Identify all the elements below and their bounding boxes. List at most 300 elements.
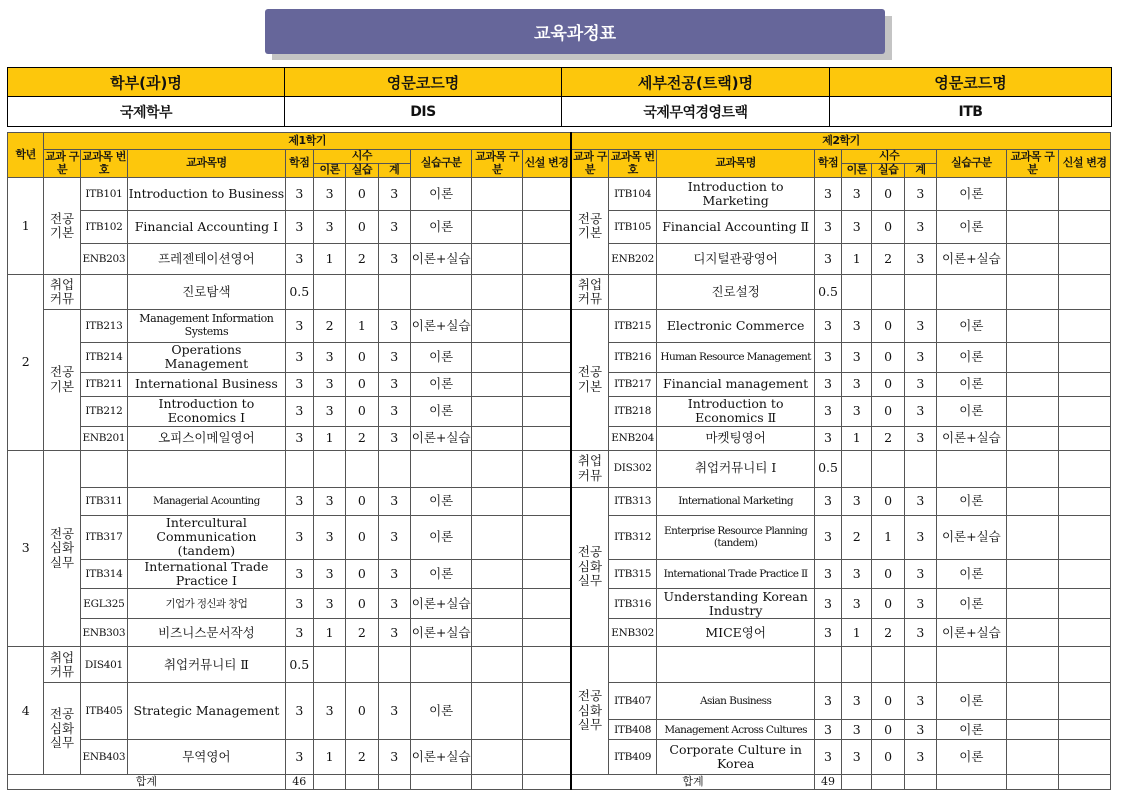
credit-cell: 3 (285, 211, 313, 244)
practice-cell: 1 (346, 310, 378, 343)
theory-cell: 3 (313, 396, 345, 426)
change-cell (1059, 683, 1111, 720)
theory-cell: 3 (842, 740, 872, 775)
type-cell (937, 275, 1007, 310)
course-code: ITB407 (608, 683, 656, 720)
credit-cell: 3 (285, 683, 313, 740)
type-cell: 이론 (410, 372, 472, 396)
course-div-cell (1006, 450, 1059, 487)
year-header: 학년 (8, 133, 44, 178)
change-cell (522, 647, 571, 683)
category-cell: 전공 기본 (44, 178, 80, 275)
credit-cell: 3 (814, 720, 841, 740)
table-row (8, 450, 1111, 487)
empty-cell (842, 775, 872, 790)
dept-code: DIS (285, 97, 562, 127)
course-code: ENB201 (80, 426, 127, 450)
course-name: 진로탐색 (128, 275, 286, 310)
change-cell (1059, 589, 1111, 619)
total-cell: 3 (904, 619, 936, 647)
total-cell: 3 (904, 589, 936, 619)
empty-cell (378, 775, 410, 790)
change-cell (1059, 559, 1111, 589)
theory-cell: 1 (313, 426, 345, 450)
course-name: Financial Accounting Ⅱ (657, 211, 815, 244)
course-div-cell (472, 310, 522, 343)
empty-cell (872, 775, 904, 790)
course-div-cell (1006, 683, 1059, 720)
course-code: ENB202 (608, 244, 656, 275)
practice-cell: 2 (872, 244, 904, 275)
type-cell: 이론 (937, 487, 1007, 515)
theory-cell (313, 275, 345, 310)
course-code: ITB211 (80, 372, 127, 396)
course-code: ITB408 (608, 720, 656, 740)
empty-cell (80, 450, 127, 487)
credit-cell: 3 (285, 619, 313, 647)
empty-cell (285, 450, 313, 487)
course-name: Financial management (657, 372, 815, 396)
course-div-cell (472, 740, 522, 775)
type-cell: 이론 (410, 343, 472, 373)
total-cell: 3 (904, 720, 936, 740)
practice-cell: 0 (346, 683, 378, 740)
category-cell: 전공 기본 (44, 310, 80, 451)
course-code: DIS302 (608, 450, 656, 487)
total-cell: 3 (904, 244, 936, 275)
empty-cell (346, 450, 378, 487)
course-name: Enterprise Resource Planning (tandem) (657, 515, 815, 559)
course-code (608, 275, 656, 310)
type-cell: 이론+실습 (937, 515, 1007, 559)
theory-cell: 2 (842, 515, 872, 559)
course-code: ITB311 (80, 487, 127, 515)
course-name: 취업커뮤니티 Ⅱ (128, 647, 286, 683)
change-cell (1059, 372, 1111, 396)
theory-cell: 3 (842, 343, 872, 373)
practice-cell (872, 275, 904, 310)
course-div-cell (472, 372, 522, 396)
table-row (8, 178, 1111, 211)
change-cell (1059, 740, 1111, 775)
change-cell (522, 740, 571, 775)
table-row (8, 396, 1111, 426)
theory-cell: 3 (842, 396, 872, 426)
practice-cell: 0 (346, 396, 378, 426)
course-div-cell (1006, 720, 1059, 740)
type-cell: 이론 (937, 211, 1007, 244)
curriculum-table (7, 132, 1111, 790)
credit-cell: 3 (285, 372, 313, 396)
year-cell: 3 (8, 450, 44, 647)
total-cell: 3 (378, 559, 410, 589)
course-name: MICE영어 (657, 619, 815, 647)
credit-cell: 3 (814, 683, 841, 720)
table-row (8, 559, 1111, 589)
course-code: ITB217 (608, 372, 656, 396)
page-title: 교육과정표 (265, 9, 885, 54)
year-cell: 2 (8, 275, 44, 451)
credit-header: 학점 (285, 150, 313, 178)
course-name: Introduction to Business (128, 178, 286, 211)
practice-cell: 0 (872, 589, 904, 619)
type-cell: 이론 (937, 683, 1007, 720)
practice-cell: 0 (872, 343, 904, 373)
type-cell: 이론+실습 (410, 619, 472, 647)
practice-cell: 0 (346, 178, 378, 211)
change-cell (1059, 178, 1111, 211)
course-code: ITB315 (608, 559, 656, 589)
practice-cell: 0 (346, 559, 378, 589)
semester1-header: 제1학기 (44, 133, 571, 150)
theory-cell: 3 (313, 515, 345, 559)
course-code: ENB204 (608, 426, 656, 450)
credit-cell: 3 (285, 396, 313, 426)
empty-cell (608, 647, 656, 683)
category-cell: 전공 심화 실무 (571, 647, 608, 775)
course-div-cell (1006, 275, 1059, 310)
course-name: International Business (128, 372, 286, 396)
course-name: Management Across Cultures (657, 720, 815, 740)
change-cell (1059, 720, 1111, 740)
practice-cell: 0 (346, 487, 378, 515)
course-div-cell (1006, 589, 1059, 619)
empty-cell (904, 775, 936, 790)
track-name-header: 세부전공(트랙)명 (562, 68, 830, 97)
table-row (8, 683, 1111, 720)
type-cell: 이론 (410, 211, 472, 244)
credit-cell: 3 (814, 310, 841, 343)
theory-cell: 3 (313, 559, 345, 589)
practice-cell: 0 (872, 720, 904, 740)
course-div-cell (1006, 396, 1059, 426)
total-cell: 3 (378, 487, 410, 515)
course-code: ITB216 (608, 343, 656, 373)
year-cell: 1 (8, 178, 44, 275)
change-header: 신설 변경 (1059, 150, 1111, 178)
total-cell: 3 (904, 178, 936, 211)
credit-cell: 3 (814, 426, 841, 450)
table-row (8, 244, 1111, 275)
type-cell: 이론 (937, 396, 1007, 426)
total-cell: 3 (378, 426, 410, 450)
total-cell: 3 (378, 372, 410, 396)
type-header: 실습구분 (410, 150, 472, 178)
table-row (8, 426, 1111, 450)
empty-cell (1059, 775, 1111, 790)
change-cell (522, 683, 571, 740)
theory-cell: 1 (842, 619, 872, 647)
table-row (8, 275, 1111, 310)
credit-cell: 3 (285, 515, 313, 559)
total-header: 계 (378, 164, 410, 178)
total-cell: 3 (378, 343, 410, 373)
change-cell (1059, 619, 1111, 647)
type-cell: 이론 (937, 589, 1007, 619)
name-header: 교과목명 (128, 150, 286, 178)
theory-cell: 1 (313, 619, 345, 647)
credit-cell: 3 (814, 619, 841, 647)
practice-cell: 0 (872, 310, 904, 343)
course-code: EGL325 (80, 589, 127, 619)
total-cell: 3 (378, 396, 410, 426)
category-cell: 전공 심화 실무 (571, 487, 608, 647)
course-div-cell (472, 487, 522, 515)
change-cell (1059, 211, 1111, 244)
category-cell: 전공 심화 실무 (44, 683, 80, 775)
type-cell: 이론 (410, 178, 472, 211)
type-cell: 이론 (937, 559, 1007, 589)
category-cell: 취업 커뮤 (44, 647, 80, 683)
category-cell: 취업 커뮤 (571, 450, 608, 487)
empty-cell (872, 647, 904, 683)
course-div-cell (1006, 487, 1059, 515)
empty-cell (410, 450, 472, 487)
empty-cell (472, 775, 522, 790)
change-cell (522, 589, 571, 619)
code-header: 교과목 번호 (81, 149, 126, 176)
total-cell: 3 (378, 619, 410, 647)
empty-cell (937, 647, 1007, 683)
type-cell: 이론 (937, 343, 1007, 373)
course-div-cell (1006, 559, 1059, 589)
practice-cell: 0 (872, 396, 904, 426)
type-cell (410, 275, 472, 310)
course-name: Asian Business (657, 683, 815, 720)
course-name: Management Information Systems (128, 310, 286, 343)
course-name: Electronic Commerce (657, 310, 815, 343)
course-div-cell (1006, 372, 1059, 396)
track-name: 국제무역경영트랙 (562, 97, 830, 127)
course-div-cell (1006, 244, 1059, 275)
change-cell (522, 426, 571, 450)
department-info-table (7, 67, 1112, 127)
theory-cell: 3 (313, 343, 345, 373)
course-code: ITB212 (80, 396, 127, 426)
course-div-cell (472, 244, 522, 275)
hours-header: 시수 (842, 150, 937, 164)
credit-cell: 3 (285, 589, 313, 619)
theory-cell: 3 (313, 683, 345, 740)
theory-cell: 3 (313, 589, 345, 619)
theory-cell: 3 (313, 487, 345, 515)
total-cell: 3 (904, 396, 936, 426)
total-cell: 3 (904, 559, 936, 589)
dept-name: 국제학부 (8, 97, 285, 127)
practice-cell: 0 (872, 683, 904, 720)
practice-cell: 0 (346, 211, 378, 244)
credit-cell: 3 (814, 211, 841, 244)
practice-cell: 2 (346, 244, 378, 275)
track-code: ITB (830, 97, 1112, 127)
practice-cell: 0 (872, 487, 904, 515)
theory-cell: 3 (313, 372, 345, 396)
table-row (8, 619, 1111, 647)
total-cell: 3 (378, 740, 410, 775)
course-div-cell (1006, 310, 1059, 343)
change-cell (522, 310, 571, 343)
course-code: ENB302 (608, 619, 656, 647)
change-header: 신설 변경 (522, 150, 571, 178)
table-row (8, 589, 1111, 619)
course-code (80, 275, 127, 310)
course-div-cell (472, 426, 522, 450)
course-name: Introduction to Economics Ⅰ (128, 396, 286, 426)
change-cell (1059, 450, 1111, 487)
course-code: ITB405 (80, 683, 127, 740)
theory-header: 이론 (842, 164, 872, 178)
practice-cell: 0 (872, 178, 904, 211)
course-name: Introduction to Marketing (657, 178, 815, 211)
course-div-header: 교과목 구분 (472, 150, 522, 178)
total-cell (378, 647, 410, 683)
practice-header: 실습 (346, 164, 378, 178)
track-code-header: 영문코드명 (830, 68, 1112, 97)
change-cell (1059, 396, 1111, 426)
course-div-cell (472, 178, 522, 211)
course-div-cell (472, 211, 522, 244)
type-cell: 이론 (937, 372, 1007, 396)
course-code: ENB203 (80, 244, 127, 275)
course-div-cell (472, 343, 522, 373)
course-div-cell (472, 559, 522, 589)
course-code: ITB214 (80, 343, 127, 373)
practice-cell: 0 (872, 740, 904, 775)
empty-cell (522, 775, 571, 790)
theory-cell: 3 (842, 559, 872, 589)
type-cell: 이론 (410, 559, 472, 589)
type-cell: 이론 (937, 720, 1007, 740)
course-div-cell (472, 619, 522, 647)
credit-cell: 3 (285, 487, 313, 515)
total-label: 합계 (8, 775, 286, 790)
table-row (8, 310, 1111, 343)
empty-cell (313, 775, 345, 790)
empty-cell (128, 450, 286, 487)
theory-cell: 3 (842, 372, 872, 396)
practice-cell (346, 275, 378, 310)
theory-cell: 3 (842, 211, 872, 244)
total-credit: 46 (285, 775, 313, 790)
credit-cell: 0.5 (285, 275, 313, 310)
course-div-header: 교과목 구분 (1006, 150, 1059, 178)
course-name: Human Resource Management (657, 343, 815, 373)
course-code: ITB313 (608, 487, 656, 515)
credit-cell: 0.5 (814, 450, 841, 487)
theory-cell (842, 450, 872, 487)
course-div-cell (472, 647, 522, 683)
change-cell (1059, 244, 1111, 275)
dept-name-header: 학부(과)명 (8, 68, 285, 97)
empty-cell (472, 450, 522, 487)
theory-cell: 2 (313, 310, 345, 343)
practice-cell: 2 (346, 619, 378, 647)
table-row (8, 515, 1111, 559)
credit-cell: 3 (814, 244, 841, 275)
course-name: Managerial Acounting (128, 487, 286, 515)
credit-cell: 3 (814, 740, 841, 775)
empty-cell (657, 647, 815, 683)
table-row (8, 740, 1111, 775)
practice-cell: 0 (346, 372, 378, 396)
course-div-cell (1006, 740, 1059, 775)
total-cell: 3 (904, 487, 936, 515)
type-cell: 이론 (410, 683, 472, 740)
empty-cell (1059, 647, 1111, 683)
course-name: 진로설정 (657, 275, 815, 310)
empty-cell (378, 450, 410, 487)
total-cell (904, 450, 936, 487)
empty-cell (904, 647, 936, 683)
change-cell (522, 396, 571, 426)
practice-cell: 2 (346, 426, 378, 450)
practice-cell: 0 (346, 515, 378, 559)
total-header: 계 (904, 164, 936, 178)
theory-cell: 3 (842, 178, 872, 211)
empty-cell (937, 775, 1007, 790)
change-cell (1059, 343, 1111, 373)
category-cell: 전공 심화 실무 (44, 450, 80, 647)
year-cell: 4 (8, 647, 44, 775)
total-cell: 3 (378, 683, 410, 740)
theory-cell: 3 (313, 178, 345, 211)
practice-cell: 0 (872, 372, 904, 396)
credit-cell: 0.5 (285, 647, 313, 683)
credit-cell: 3 (814, 515, 841, 559)
type-cell: 이론+실습 (410, 740, 472, 775)
total-cell: 3 (904, 515, 936, 559)
empty-cell (522, 450, 571, 487)
table-row (8, 372, 1111, 396)
course-div-cell (472, 589, 522, 619)
theory-cell: 1 (842, 426, 872, 450)
empty-cell (410, 775, 472, 790)
type-cell: 이론+실습 (410, 310, 472, 343)
empty-cell (842, 647, 872, 683)
change-cell (522, 515, 571, 559)
course-name: 오피스이메일영어 (128, 426, 286, 450)
course-code: ITB215 (608, 310, 656, 343)
credit-cell: 3 (814, 372, 841, 396)
course-name: Operations Management (128, 343, 286, 373)
credit-cell: 3 (814, 178, 841, 211)
course-div-cell (1006, 426, 1059, 450)
name-header: 교과목명 (657, 150, 815, 178)
category-cell: 취업 커뮤 (44, 275, 80, 310)
theory-cell: 3 (842, 683, 872, 720)
table-row (8, 487, 1111, 515)
practice-cell: 2 (346, 740, 378, 775)
empty-cell (1006, 775, 1059, 790)
credit-header: 학점 (814, 150, 841, 178)
course-code: ITB101 (80, 178, 127, 211)
course-div-cell (1006, 619, 1059, 647)
total-cell: 3 (378, 310, 410, 343)
table-row (8, 343, 1111, 373)
course-code: ITB314 (80, 559, 127, 589)
credit-cell: 3 (814, 559, 841, 589)
course-code: ITB213 (80, 310, 127, 343)
practice-cell: 0 (872, 559, 904, 589)
category-cell: 취업 커뮤 (571, 275, 608, 310)
course-code: ITB312 (608, 515, 656, 559)
course-name: Intercultural Communication (tandem) (128, 515, 286, 559)
empty-cell (1006, 647, 1059, 683)
change-cell (1059, 487, 1111, 515)
total-cell: 3 (378, 178, 410, 211)
total-cell: 3 (904, 211, 936, 244)
credit-cell: 3 (814, 589, 841, 619)
